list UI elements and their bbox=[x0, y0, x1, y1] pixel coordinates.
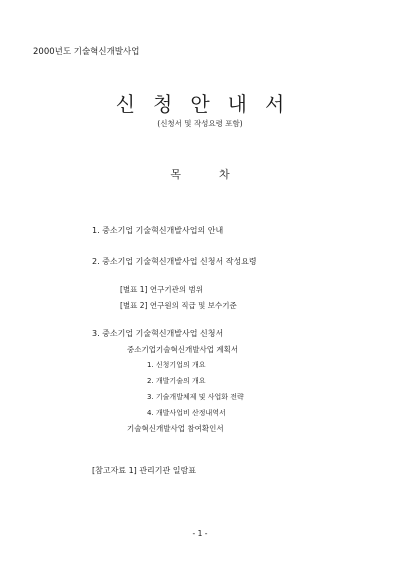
toc-heading: 목차 bbox=[170, 168, 268, 181]
toc-item-participation-confirmation: 기술혁신개발사업 참여확인서 bbox=[127, 424, 224, 433]
toc-subitem-development-strategy: 3. 기술개발체제 및 사업화 전략 bbox=[147, 393, 244, 401]
toc-subitem-technology-overview: 2. 개발기술의 개요 bbox=[147, 377, 206, 385]
document-subtitle: (신청서 및 작성요령 포함) bbox=[157, 119, 243, 128]
toc-item-appendix-2: [별표 2] 연구원의 직급 및 보수기준 bbox=[120, 301, 237, 310]
toc-item-section-1: 1. 중소기업 기술혁신개발사업의 안내 bbox=[92, 226, 224, 235]
page-number: - 1 - bbox=[192, 529, 208, 538]
document-header: 2000년도 기술혁신개발사업 bbox=[33, 47, 140, 57]
document-title: 신청안내서 bbox=[115, 92, 303, 116]
toc-item-section-3: 3. 중소기업 기술혁신개발사업 신청서 bbox=[92, 329, 224, 338]
toc-item-reference-1: [참고자료 1] 관리기관 일람표 bbox=[92, 466, 196, 475]
toc-item-business-plan: 중소기업기술혁신개발사업 계획서 bbox=[127, 345, 239, 354]
toc-subitem-company-overview: 1. 신청기업의 개요 bbox=[147, 361, 206, 369]
toc-item-section-2: 2. 중소기업 기술혁신개발사업 신청서 작성요령 bbox=[92, 257, 257, 266]
toc-subitem-cost-breakdown: 4. 개발사업비 산정내역서 bbox=[147, 409, 226, 417]
toc-item-appendix-1: [별표 1] 연구기관의 범위 bbox=[120, 285, 203, 294]
